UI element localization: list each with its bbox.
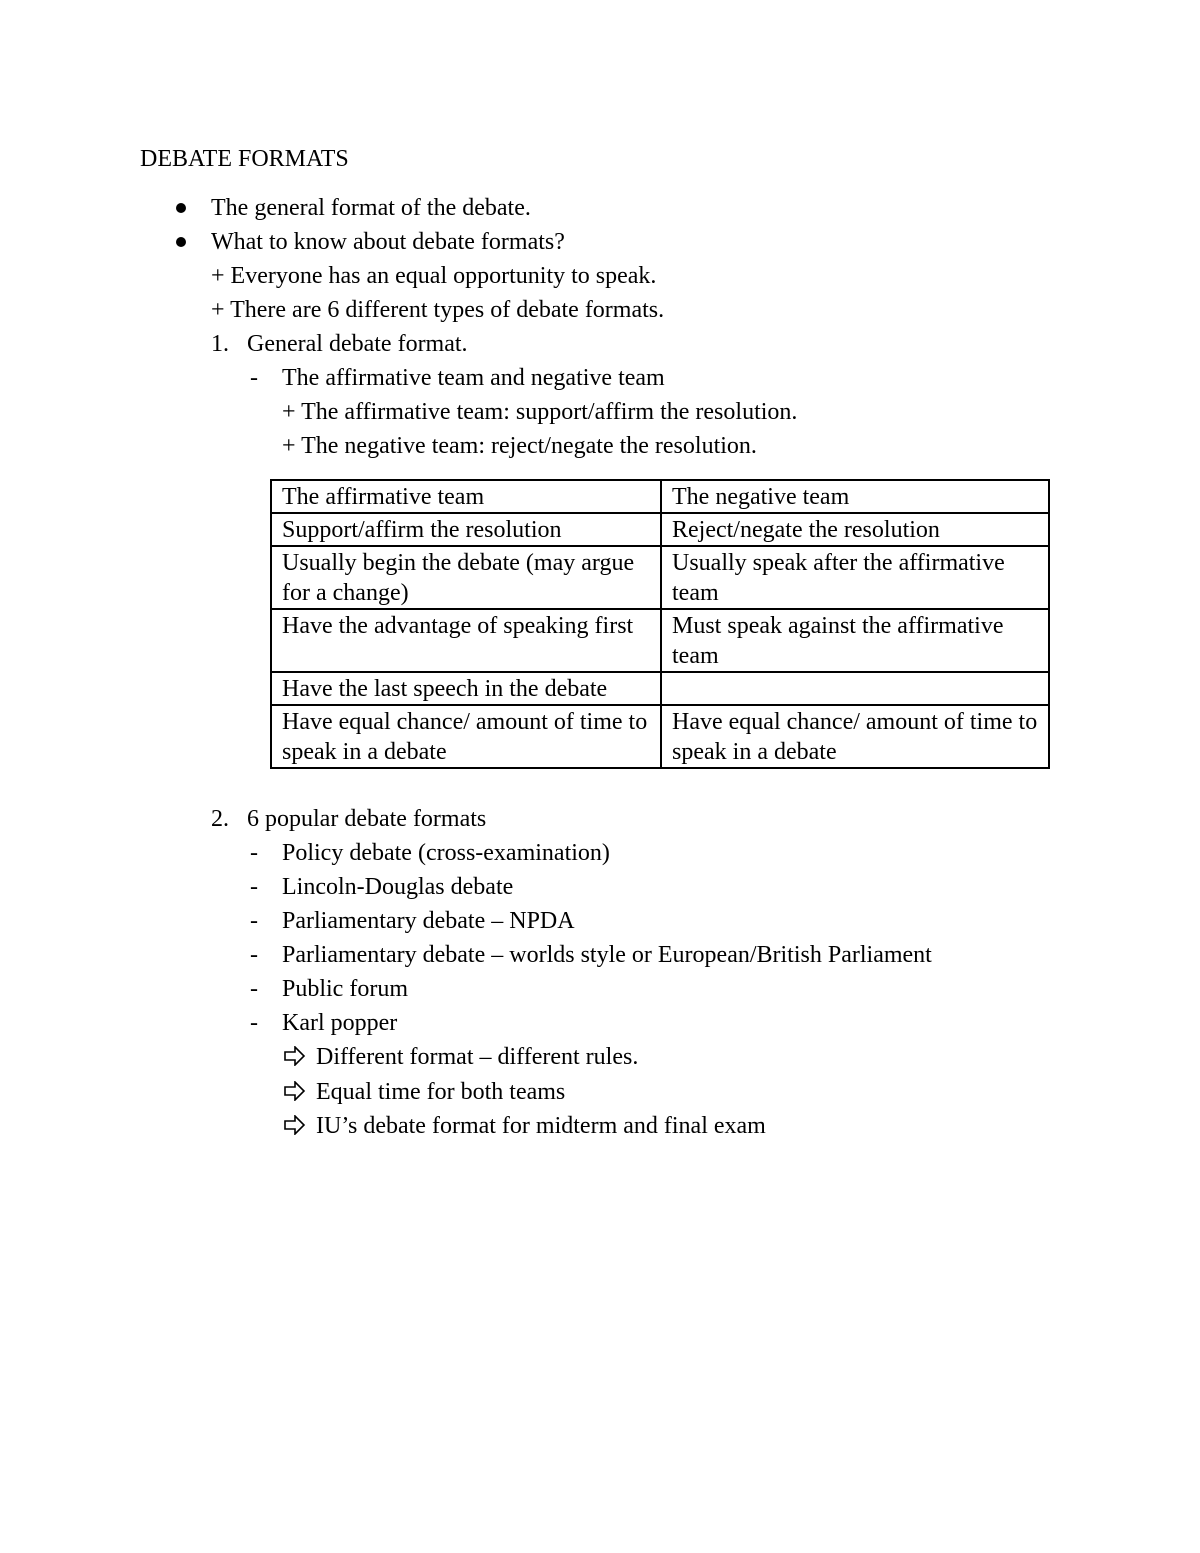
document-title: DEBATE FORMATS	[140, 146, 349, 172]
table-cell: Must speak against the affirmative team	[661, 609, 1049, 672]
arrow-right-icon	[284, 1115, 306, 1135]
table-cell: Usually begin the debate (may argue for a change)	[271, 546, 661, 609]
format-item: Parliamentary debate – NPDA	[282, 908, 575, 934]
plus-note: + Everyone has an equal opportunity to speak.	[211, 263, 657, 289]
table-row	[271, 513, 1049, 546]
table-cell: Support/affirm the resolution	[271, 513, 661, 546]
section-heading: General debate format.	[247, 331, 468, 357]
dash-marker: -	[250, 942, 258, 968]
plus-note: + There are 6 different types of debate formats.	[211, 297, 665, 323]
dash-marker: -	[250, 976, 258, 1002]
table-row	[271, 480, 1049, 513]
arrow-note: IU’s debate format for midterm and final exam	[316, 1113, 766, 1139]
dash-marker: -	[250, 1010, 258, 1036]
format-item: Policy debate (cross-examination)	[282, 840, 610, 866]
comparison-table	[270, 479, 1050, 769]
bullet-item: The general format of the debate.	[211, 195, 531, 221]
table-cell: Reject/negate the resolution	[661, 513, 1049, 546]
dash-marker: -	[250, 874, 258, 900]
arrow-note: Different format – different rules.	[316, 1044, 639, 1070]
section-heading: 6 popular debate formats	[247, 806, 487, 832]
section-number: 2.	[211, 806, 229, 832]
bullet-dot-icon	[176, 203, 186, 213]
dash-marker: -	[250, 908, 258, 934]
arrow-note: Equal time for both teams	[316, 1079, 566, 1105]
table-row	[271, 705, 1049, 768]
table-row	[271, 546, 1049, 609]
sub-note: + The affirmative team: support/affirm the resolution.	[282, 399, 798, 425]
dash-marker: -	[250, 840, 258, 866]
bullet-item: What to know about debate formats?	[211, 229, 565, 255]
table-cell	[661, 672, 1049, 705]
table-row	[271, 609, 1049, 672]
dash-item: The affirmative team and negative team	[282, 365, 665, 391]
table-row	[271, 672, 1049, 705]
format-item: Parliamentary debate – worlds style or European/British Parliament	[282, 942, 932, 968]
format-item: Karl popper	[282, 1010, 398, 1036]
arrow-right-icon	[284, 1046, 306, 1066]
arrow-right-icon	[284, 1081, 306, 1101]
table-cell: Usually speak after the affirmative team	[661, 546, 1049, 609]
dash-marker: -	[250, 365, 258, 391]
format-item: Public forum	[282, 976, 408, 1002]
table-cell: Have the last speech in the debate	[271, 672, 661, 705]
table-cell: The affirmative team	[271, 480, 661, 513]
section-number: 1.	[211, 331, 229, 357]
table-cell: Have equal chance/ amount of time to speak in a debate	[271, 705, 661, 768]
table-cell: Have equal chance/ amount of time to speak in a debate	[661, 705, 1049, 768]
format-item: Lincoln-Douglas debate	[282, 874, 514, 900]
table-cell: The negative team	[661, 480, 1049, 513]
sub-note: + The negative team: reject/negate the resolution.	[282, 433, 757, 459]
table-cell: Have the advantage of speaking first	[271, 609, 661, 672]
bullet-dot-icon	[176, 237, 186, 247]
